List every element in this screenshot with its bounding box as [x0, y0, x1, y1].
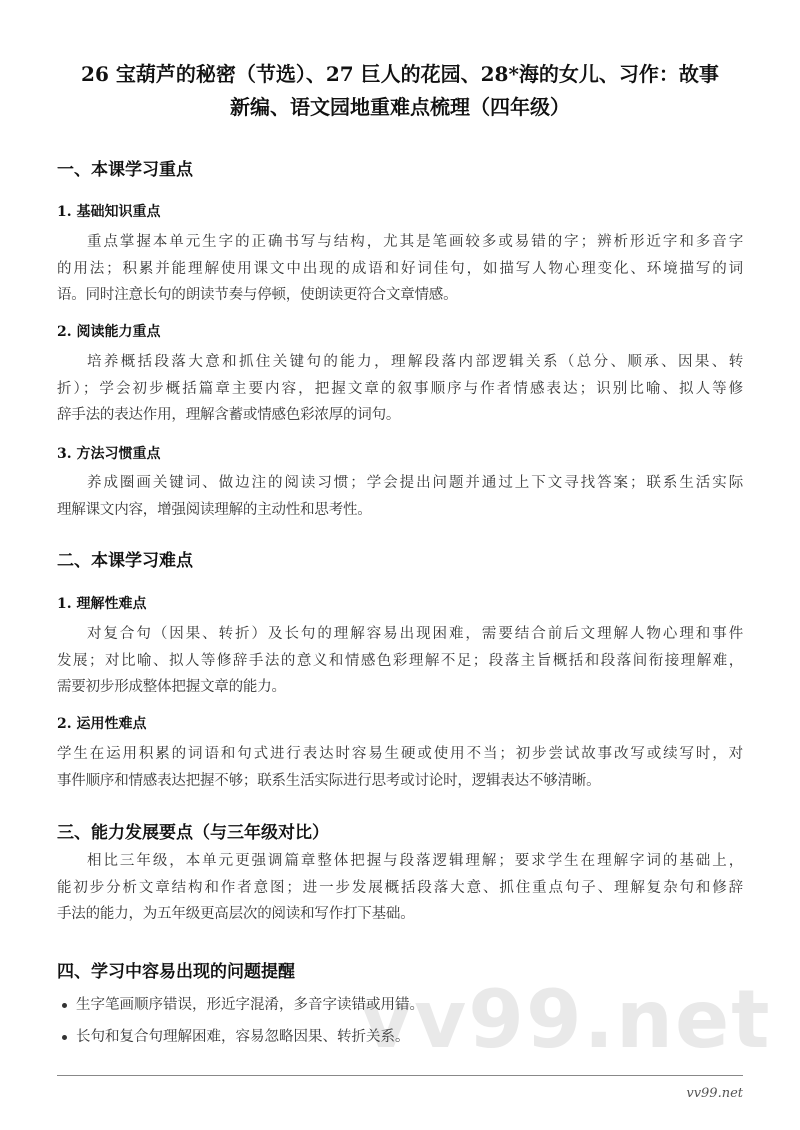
title-line: 新编、语文园地重难点梳理（四年级） [230, 95, 570, 119]
footer-divider [57, 1075, 743, 1076]
paragraph [57, 229, 743, 309]
bullet-icon [62, 1035, 67, 1040]
section-heading: 二、本课学习难点 [57, 551, 193, 571]
section-heading: 一、本课学习重点 [57, 160, 193, 180]
paragraph-line: 的用法；积累并能理解使用课文中出现的成语和好词佳句，如描写人物心理变化、环境描写的词 [57, 260, 743, 277]
paragraph-line: 需要初步形成整体把握文章的能力。 [57, 679, 286, 695]
paragraph-line: 理解课文内容，增强阅读理解的主动性和思考性。 [57, 501, 372, 518]
paragraph-line: 学生在运用积累的词语和句式进行表达时容易生硬或使用不当；初步尝试故事改写或续写时，对 [57, 746, 743, 762]
subsection-heading: 1. 基础知识重点 [57, 204, 161, 220]
bullet-icon [62, 1003, 67, 1008]
paragraph [57, 470, 743, 523]
paragraph-line: 辞手法的表达作用，理解含蓄或情感色彩浓厚的词句。 [57, 407, 401, 423]
paragraph [57, 741, 743, 794]
paragraph-line: 事件顺序和情感表达把握不够；联系生活实际进行思考或讨论时，逻辑表达不够清晰。 [57, 772, 601, 789]
watermark: vv99.net [360, 973, 772, 1066]
paragraph-line: 能初步分析文章结构和作者意图；进一步发展概括段落大意、抓住重点句子、理解复杂句和修辞 [57, 879, 743, 896]
paragraph-line: 养成圈画关键词、做边注的阅读习惯；学会提出问题并通过上下文寻找答案；联系生活实际 [87, 475, 743, 491]
paragraph-line: 相比三年级，本单元更强调篇章整体把握与段落逻辑理解；要求学生在理解字词的基础上， [87, 853, 743, 869]
paragraph-line: 折）；学会初步概括篇章主要内容，把握文章的叙事顺序与作者情感表达；识别比喻、拟人等修 [57, 380, 743, 397]
subsection-heading: 2. 运用性难点 [57, 716, 147, 732]
title-line: 26 宝葫芦的秘密（节选）、27 巨人的花园、28*海的女儿、习作：故事 [81, 62, 719, 86]
bullet-text: 生字笔画顺序错误，形近字混淆，多音字读错或用错。 [76, 997, 424, 1013]
paragraph-line: 培养概括段落大意和抓住关键句的能力，理解段落内部逻辑关系（总分、顺承、因果、转 [87, 354, 743, 370]
footer-site: vv99.net [686, 1086, 743, 1101]
paragraph-line: 语。同时注意长句的朗读节奏与停顿，使朗读更符合文章情感。 [57, 287, 458, 303]
paragraph-line: 手法的能力，为五年级更高层次的阅读和写作打下基础。 [57, 906, 415, 922]
page-title [40, 58, 760, 124]
paragraph [57, 621, 743, 701]
paragraph-line: 发展；对比喻、拟人等修辞手法的意义和情感色彩理解不足；段落主旨概括和段落间衔接理解难， [57, 652, 743, 669]
paragraph [57, 349, 743, 429]
subsection-heading: 3. 方法习惯重点 [57, 446, 161, 462]
paragraph-line: 对复合句（因果、转折）及长句的理解容易出现困难，需要结合前后文理解人物心理和事件 [87, 626, 743, 642]
bullet-item [62, 994, 742, 1016]
section-heading: 三、能力发展要点（与三年级对比） [57, 823, 329, 843]
bullet-text: 长句和复合句理解困难，容易忽略因果、转折关系。 [76, 1029, 410, 1045]
subsection-heading: 1. 理解性难点 [57, 596, 147, 612]
paragraph [57, 848, 743, 928]
subsection-heading: 2. 阅读能力重点 [57, 324, 161, 340]
paragraph-line: 重点掌握本单元生字的正确书写与结构，尤其是笔画较多或易错的字；辨析形近字和多音字 [87, 234, 743, 250]
bullet-item [62, 1026, 742, 1048]
section-heading: 四、学习中容易出现的问题提醒 [57, 962, 295, 982]
